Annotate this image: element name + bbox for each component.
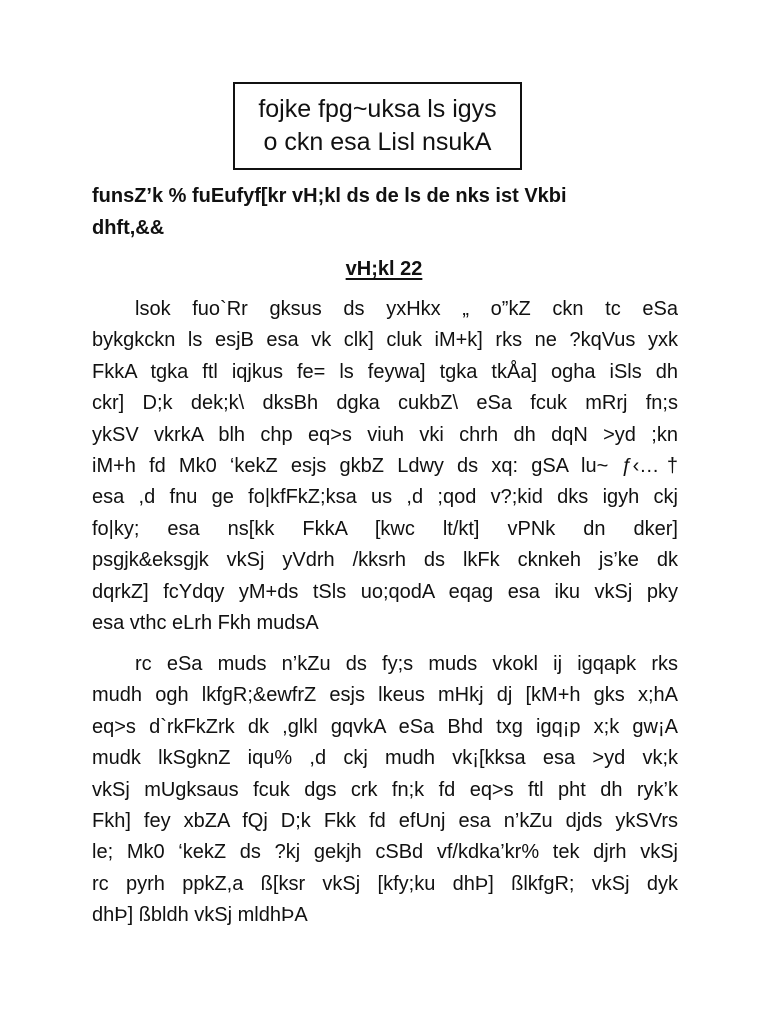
paragraph-line: eq>s d`rkFkZrk dk ,glkl gqvkA eSa Bhd txg igq¡p x;k gw¡A bbox=[92, 715, 678, 738]
instruction-heading bbox=[92, 180, 682, 244]
heading-line: dhft,&& bbox=[92, 217, 165, 239]
paragraph-line: bykgkckn ls esjB esa vk clk] cluk iM+k] rks ne ?kqVus yxk bbox=[92, 329, 678, 352]
paragraph-line: ykSV vkrkA blh chp eq>s viuh vki chrh dh dqN >yd ;kn bbox=[92, 423, 678, 446]
paragraph-line: mudh ogh lkfgR;&ewfrZ esjs lkeus mHkj dj [kM+h gks x;hA bbox=[92, 684, 678, 707]
paragraph-2 bbox=[92, 649, 678, 932]
title-line: fojke fpg~uksa ls igys bbox=[258, 95, 497, 123]
paragraph-line: ckr] D;k dek;k\ dksBh dgka cukbZ\ eSa fcuk mRrj fn;s bbox=[92, 392, 678, 415]
paragraph-line: esa vthc eLrh Fkh mudsA bbox=[92, 611, 319, 634]
paragraph-line: fo|ky; esa ns[kk FkkA [kwc lt/kt] vPNk dn dker] bbox=[92, 517, 678, 540]
title-line: o ckn esa Lisl nsukA bbox=[263, 128, 492, 156]
paragraph-line: lsok fuo`Rr gksus ds yxHkx „ o”kZ ckn tc eSa bbox=[135, 298, 678, 320]
paragraph-line: iM+h fd Mk0 ‘kekZ esjs gkbZ Ldwy ds xq: gSA lu~ ƒ‹…† bbox=[92, 454, 678, 477]
paragraph-line: FkkA tgka ftl iqjkus fe= ls feywa] tgka tkÅa] ogha iSls dh bbox=[92, 360, 678, 383]
paragraph-line: Fkh] fey xbZA fQj D;k Fkk fd efUnj esa n’kZu djds ykSVrs bbox=[92, 809, 678, 832]
heading-line: funsZ’k % fuEufyf[kr vH;kl ds de ls de nks ist Vkbi bbox=[92, 185, 567, 207]
paragraph-line: psgjk&eksgjk vkSj yVdrh /kksrh ds lkFk cknkeh js’ke dk bbox=[92, 549, 678, 572]
section-title-text: vH;kl 22 bbox=[345, 258, 423, 280]
paragraph-line: vkSj mUgksaus fcuk dgs crk fn;k fd eq>s ftl pht dh ryk’k bbox=[92, 778, 678, 801]
section-title bbox=[0, 255, 768, 283]
paragraph-line: mudk lkSgknZ iqu% ,d ckj mudh vk¡[kksa esa >yd vk;k bbox=[92, 747, 678, 770]
paragraph-line: esa ,d fnu ge fo|kfFkZ;ksa us ,d ;qod v?;kid dks igyh ckj bbox=[92, 486, 678, 509]
paragraph-line: rc eSa muds n’kZu ds fy;s muds vkokl ij igqapk rks bbox=[135, 653, 678, 675]
paragraph-1 bbox=[92, 294, 678, 639]
title-box bbox=[233, 82, 522, 170]
paragraph-line: dqrkZ] fcYdqy yM+ds tSls uo;qodA eqag esa iku vkSj pky bbox=[92, 580, 678, 603]
paragraph-line: dhÞ] ßbldh vkSj mldhÞA bbox=[92, 904, 308, 927]
paragraph-line: le; Mk0 ‘kekZ ds ?kj gekjh cSBd vf/kdka’kr% tek djrh vkSj bbox=[92, 841, 678, 864]
paragraph-line: rc pyrh ppkZ,a ß[ksr vkSj [kfy;ku dhÞ] ßlkfgR; vkSj dyk bbox=[92, 872, 678, 895]
